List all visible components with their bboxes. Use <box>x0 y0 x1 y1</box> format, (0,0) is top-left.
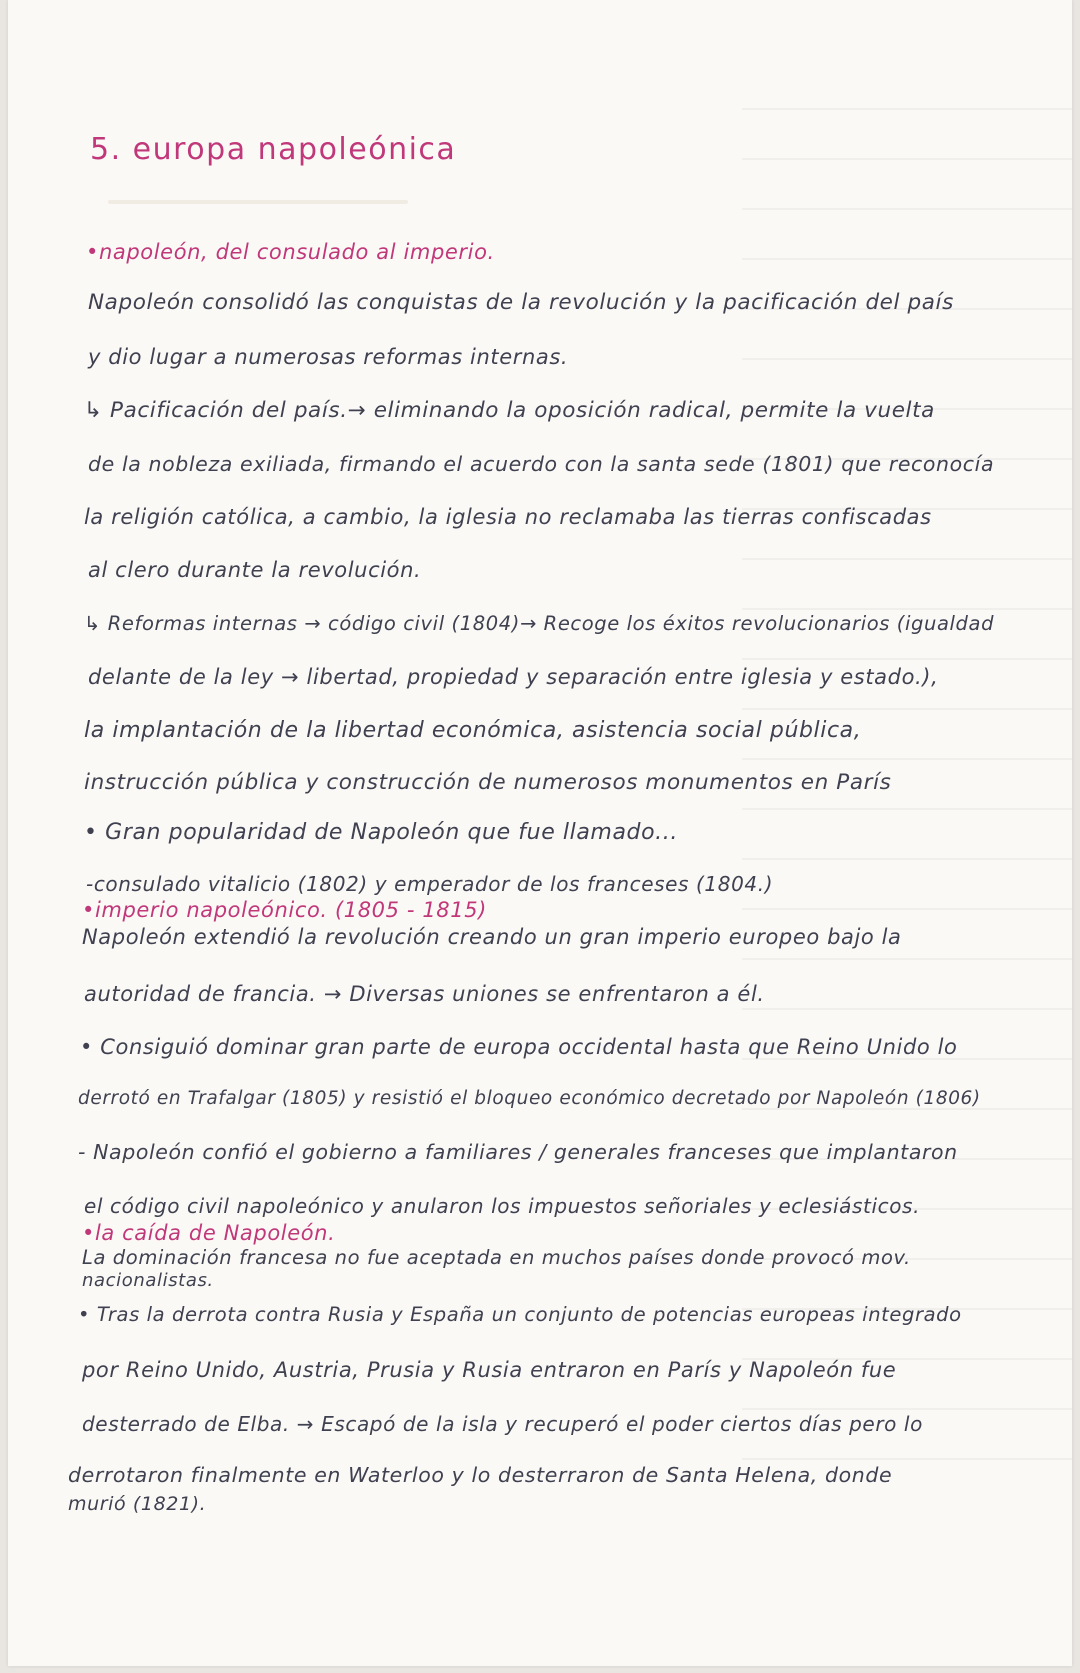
text-line: el código civil napoleónico y anularon los impuestos señoriales y eclesiásticos. <box>84 1194 921 1218</box>
section-heading-caida: •la caída de Napoleón. <box>82 1221 336 1245</box>
text-line: autoridad de francia. → Diversas uniones se enfrentaron a él. <box>84 982 765 1006</box>
highlight-smudge <box>108 200 408 204</box>
text-line: murió (1821). <box>68 1493 207 1515</box>
text-line: nacionalistas. <box>82 1270 214 1291</box>
text-line: la implantación de la libertad económica, asistencia social pública, <box>84 718 862 743</box>
text-line: desterrado de Elba. → Escapó de la isla y recuperó el poder ciertos días pero lo <box>82 1412 923 1436</box>
text-line: La dominación francesa no fue aceptada en muchos países donde provocó mov. <box>82 1246 911 1269</box>
text-line: -consulado vitalicio (1802) y emperador de los franceses (1804.) <box>86 872 774 896</box>
text-line: la religión católica, a cambio, la iglesia no reclamaba las tierras confiscadas <box>84 505 932 529</box>
notebook-page <box>8 0 1072 1666</box>
text-line: ↳ Pacificación del país.→ eliminando la oposición radical, permite la vuelta <box>84 398 935 423</box>
text-line: delante de la ley → libertad, propiedad y separación entre iglesia y estado.), <box>88 665 939 689</box>
text-line: • Gran popularidad de Napoleón que fue llamado... <box>84 820 678 845</box>
section-heading-consulado: •napoleón, del consulado al imperio. <box>86 240 495 264</box>
text-line: Napoleón consolidó las conquistas de la revolución y la pacificación del país <box>88 290 954 315</box>
text-line: • Tras la derrota contra Rusia y España un conjunto de potencias europeas integrado <box>78 1303 962 1326</box>
text-line: Napoleón extendió la revolución creando un gran imperio europeo bajo la <box>82 925 902 949</box>
text-line: - Napoleón confió el gobierno a familiares / generales franceses que implantaron <box>78 1140 958 1164</box>
text-line: al clero durante la revolución. <box>88 558 422 582</box>
text-line: derrotaron finalmente en Waterloo y lo desterraron de Santa Helena, donde <box>68 1463 893 1487</box>
text-line: y dio lugar a numerosas reformas internas. <box>88 345 569 369</box>
section-heading-imperio: •imperio napoleónico. (1805 - 1815) <box>82 898 487 922</box>
text-line: derrotó en Trafalgar (1805) y resistió el bloqueo económico decretado por Napoleón (1806) <box>78 1088 981 1109</box>
text-line: por Reino Unido, Austria, Prusia y Rusia entraron en París y Napoleón fue <box>82 1358 897 1382</box>
text-line: de la nobleza exiliada, firmando el acuerdo con la santa sede (1801) que reconocía <box>88 452 995 476</box>
text-line: instrucción pública y construcción de numerosos monumentos en París <box>84 770 892 795</box>
page-title: 5. europa napoleónica <box>90 132 457 167</box>
text-line: • Consiguió dominar gran parte de europa occidental hasta que Reino Unido lo <box>80 1035 958 1059</box>
text-line: ↳ Reformas internas → código civil (1804)→ Recoge los éxitos revolucionarios (igualdad <box>84 612 995 635</box>
